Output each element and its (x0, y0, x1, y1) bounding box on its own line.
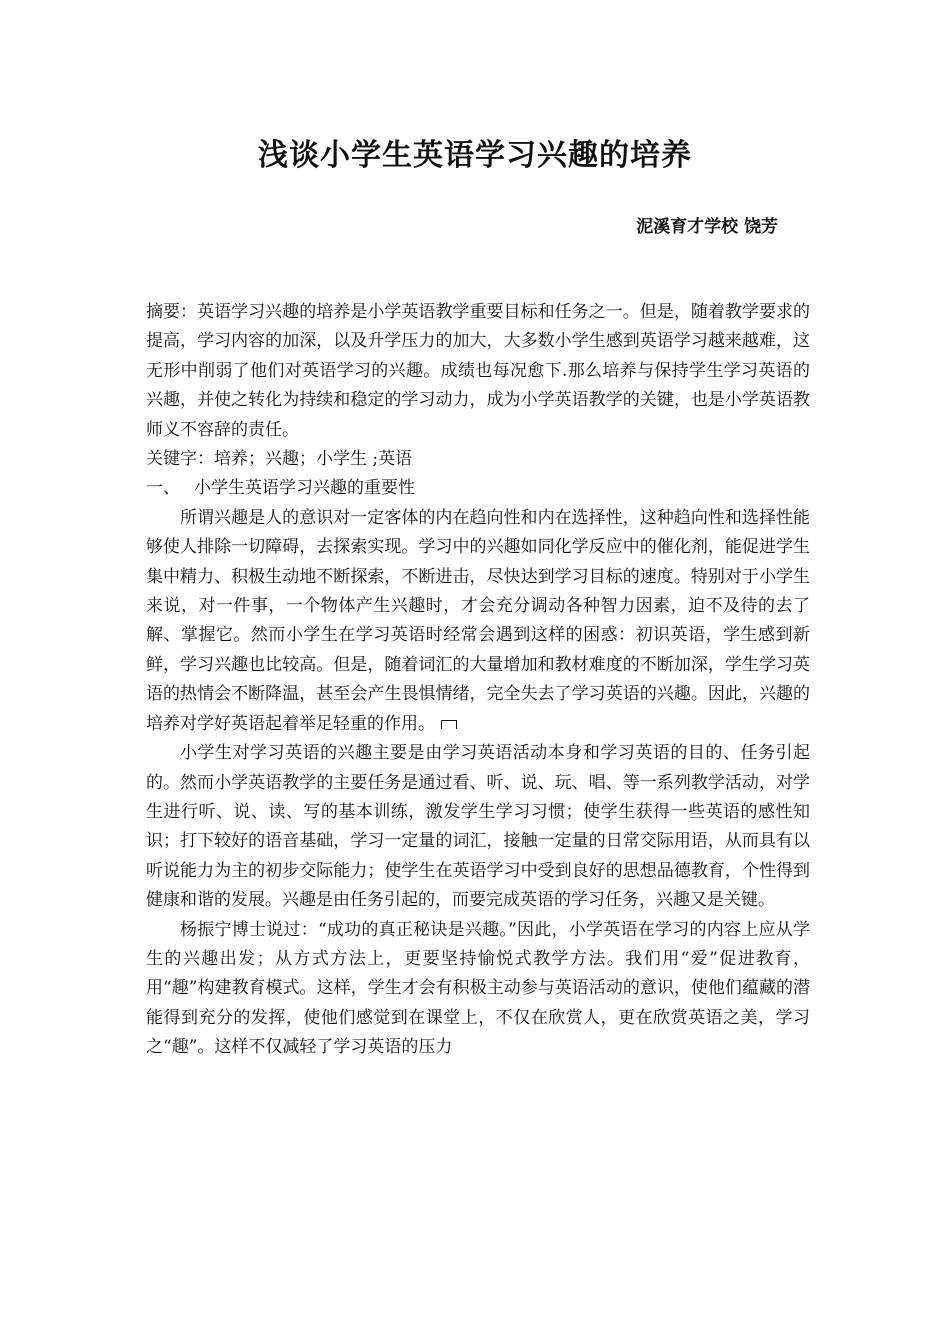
body-paragraph-3: 杨振宁博士说过：“成功的真正秘诀是兴趣。”因此，小学英语在学习的内容上应从学生的兴趣出发；从方式方法上，更要坚持愉悦式教学方法。我们用“爱”促进教育，用“趣”构建教育模式。这样，学生才会有积极主动参与英语活动的意识，使他们蕴藏的潜能得到充分的发挥，使他们感觉到在课堂上，不仅在欣赏人，更在欣赏英语之美，学习之“趣”。这样不仅减轻了学习英语的压力 (146, 919, 810, 1058)
body-paragraph-1 (146, 504, 810, 739)
body-paragraph-2: 小学生对学习英语的兴趣主要是由学习英语活动本身和学习英语的目的、任务引起的。然而小学英语教学的主要任务是通过看、听、说、玩、唱、等一系列教学活动，对学生进行听、说、读、写的基本训练，激发学生学习习惯；使学生获得一些英语的感性知识；打下较好的语音基础，学习一定量的词汇，接触一定量的日常交际用语，从而具有以听说能力为主的初步交际能力；使学生在英语学习中受到良好的思想品德教育，个性得到健康和谐的发展。兴趣是由任务引起的，而要完成英语的学习任务，兴趣又是关键。 (146, 743, 810, 911)
author-line: 泥溪育才学校 饶芳 (636, 217, 778, 237)
section-number: 一、 (146, 478, 180, 499)
keywords-line: 关键字：培养；兴趣；小学生 ;英语 (146, 449, 413, 470)
document-title: 浅谈小学生英语学习兴趣的培养 (258, 138, 692, 173)
section-heading (146, 474, 810, 503)
edit-mark-icon (441, 720, 457, 729)
document-body (146, 298, 810, 1063)
paragraph-text: 所谓兴趣是人的意识对一定客体的内在趋向性和内在选择性，这种趋向性和选择性能够使人排除一切障碍，去探索实现。学习中的兴趣如同化学反应中的催化剂，能促进学生集中精力、积极生动地不断探索，不断进击，尽快达到学习目标的速度。特别对于小学生来说，对一件事，一个物体产生兴趣时，才会充分调动各种智力因素，迫不及待的去了解、掌握它。然而小学生在学习英语时经常会遇到这样的困惑：初识英语，学生感到新鲜，学习兴趣也比较高。但是，随着词汇的大量增加和教材难度的不断加深，学生学习英语的热情会不断降温，甚至会产生畏惧情绪，完全失去了学习英语的兴趣。因此，兴趣的培养对学好英语起着举足轻重的作用。 (146, 507, 810, 734)
abstract-paragraph: 摘要：英语学习兴趣的培养是小学英语教学重要目标和任务之一。但是，随着教学要求的提高，学习内容的加深，以及升学压力的加大，大多数小学生感到英语学习越来越难，这无形中削弱了他们对英语学习的兴趣。成绩也每况愈下.那么培养与保持学生学习英语的兴趣，并使之转化为持续和稳定的学习动力，成为小学英语教学的关键，也是小学英语教师义不容辞的责任。 (146, 302, 810, 440)
section-title: 小学生英语学习兴趣的重要性 (194, 478, 415, 499)
